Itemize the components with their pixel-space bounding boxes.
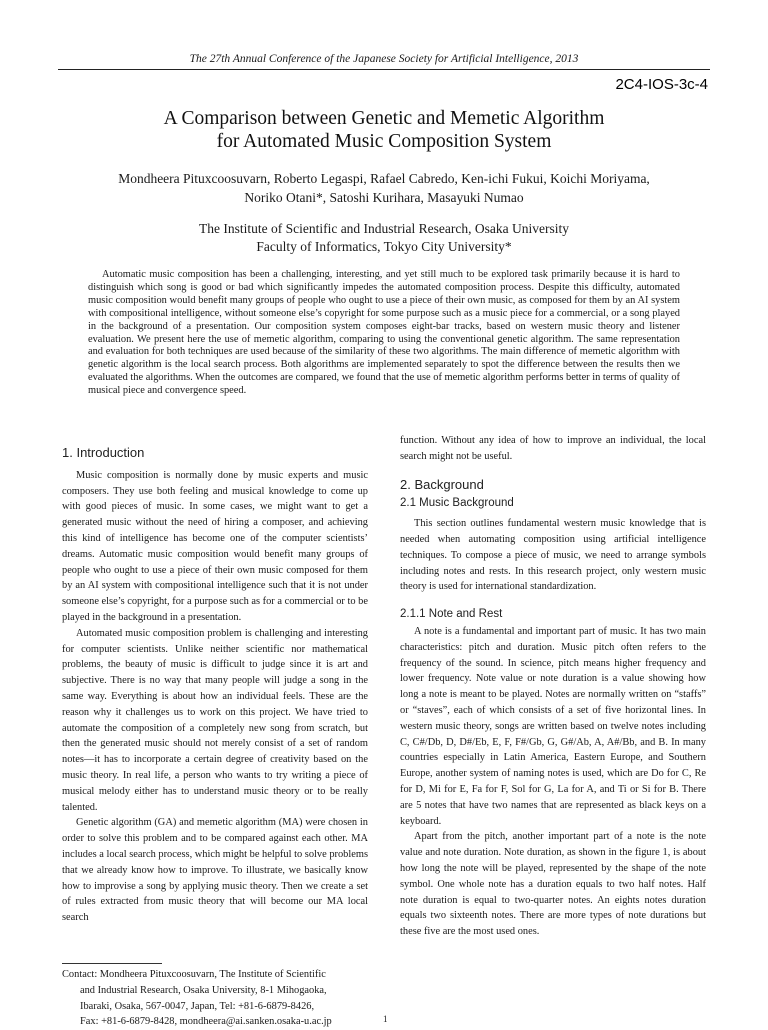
- authors-line-1: Mondheera Pituxcoosuvarn, Roberto Legaspi, Rafael Cabredo, Ken-ichi Fukui, Koichi Moriyama,: [118, 171, 650, 186]
- page-number: 1: [383, 1014, 388, 1024]
- left-column: [62, 445, 368, 926]
- section-1-title: 1. Introduction: [62, 445, 145, 460]
- subsection-2-1-title: 2.1 Music Background: [400, 497, 514, 510]
- section-2-title: 2. Background: [400, 476, 484, 492]
- footnote-line-1: Contact: Mondheera Pituxcoosuvarn, The Institute of Scientific: [62, 969, 326, 980]
- affiliations: [0, 220, 768, 256]
- background-paragraph-1: This section outlines fundamental western music knowledge that is needed when automating composition using artificial intelligence techniques. To compose a piece of music, we need to arrange symbols including notes and rests. In this research project, only western music theory is used for international standardization.: [400, 518, 706, 593]
- intro-continuation: function. Without any idea of how to improve an individual, the local search might not be useful.: [400, 435, 706, 462]
- affiliation-1: The Institute of Scientific and Industrial Research, Osaka University: [198, 221, 570, 236]
- footnote-rule: [62, 963, 162, 964]
- abstract: Automatic music composition has been a challenging, interesting, and yet still much to be explored task primarily because it is hard to distinguish which song is good or bad which significantly impedes the automated composition process. Despite this difficulty, automated music composition would benefit many groups of people who ought to use a piece of their own music, as composed for them by an AI system with compositional intelligence, without someone else’s copyright for some purpose such as a music piece for a commercial, or a song played in the background of a presentation. Our composition system composes eight-bar tracks, based on western music theory and listener evaluation. We present here the use of memetic algorithm, comparing to using the conventional genetic algorithm. The same representation and evaluation for both techniques are used because of the similarity of these two algorithms. The main difference of memetic algorithm with genetic algorithm is the local search process. Both algorithms are implemented separately to spot the difference between the results then we evaluated the algorithms. When the outcomes are compared, we found that the use of memetic algorithm performs better in terms of quality of musical piece and convergence speed.: [88, 269, 680, 397]
- conference-header: The 27th Annual Conference of the Japanese Society for Artificial Intelligence, 2013: [189, 53, 579, 65]
- footnote-line-2: and Industrial Research, Osaka University, 8-1 Mihogaoka,: [80, 984, 327, 996]
- header-rule: [58, 69, 710, 70]
- right-column: [400, 433, 706, 940]
- authors-line-2: Noriko Otani*, Satoshi Kurihara, Masayuki Numao: [244, 189, 524, 205]
- paper-code: 2C4-IOS-3c-4: [615, 76, 708, 93]
- intro-paragraph-1: Music composition is normally done by music experts and music composers. They use both feeling and musical knowledge to come up with good pieces of music. In some cases, we might want to get a generated music without the need of hiring a composer, and achieving this kind of intelligence has become one of the computer scientists’ dreams. Automatic music composition would benefit many groups of people who ought to use a piece of their own music composed for them by an AI system with compositional intelligence such that it is not under someone else’s copyright, for a purpose such as for a commercial or to be played in the background in a presentation.: [62, 469, 368, 623]
- contact-footnote: [62, 967, 368, 1030]
- intro-paragraph-2: Automated music composition problem is challenging and interesting for computer scientists. Unlike neither scientific nor mathematical problems, the beauty of music is difficult to judge since it is art and subjective. There is no way that many people will judge a song in the same way. Everything is about how an individual feels. These are the reason why it challenges us to work on this project. We have tried to automate the composition of a completely new song from scratch, but then the generated music should not merely consist of a set of random notes—it has to incorporate a certain degree of creativity based on the music theory. In real life, a person who wants to try writing a piece of musical melody either has to understand music theory or to be really talented.: [62, 627, 368, 813]
- affiliation-2: Faculty of Informatics, Tokyo City University*: [256, 239, 512, 254]
- footnote-line-3: Ibaraki, Osaka, 567-0047, Japan, Tel: +81-6-6879-8426,: [80, 1000, 315, 1012]
- note-paragraph-2: Apart from the pitch, another important part of a note is the note value and note duration. Note duration, as shown in the figure 1, is about how long the note will be played, represented by the shape of the note symbol. One whole note has a duration equals to two half notes. Half note duration is equal to two-quarter notes. An eights notes duration equals two sixteenth notes. There are more types of note durations but these five are the most used ones.: [400, 831, 706, 938]
- subsection-2-1-1-title: 2.1.1 Note and Rest: [400, 608, 503, 621]
- note-paragraph-1: A note is a fundamental and important part of music. It has two main characteristics: pitch and duration. Music pitch often refers to the frequency of the sound. In science, pitch means higher frequency and lower frequency. Note value or note duration is a value showing how long a note is meant to be played. Notes are normally written on “staffs” or “staves”, each of which consists of a set of five horizontal lines. In western music theory, songs are written based on twelve notes including C, C#/Db, D, D#/Eb, E, F, F#/Gb, G, G#/Ab, A, A#/Bb, and B. In many countries especially in Latin America, Eastern Europe, and Southern Europe, another system of naming notes is used, which are Do for C, Re for D, Mi for E, Fa for F, Sol for G, La for A, and Ti or Si for B. There are 5 notes that have two names that are represented as black keys on a keyboard.: [400, 625, 706, 827]
- title-line-1: A Comparison between Genetic and Memetic Algorithm: [163, 108, 605, 129]
- footnote-line-4: Fax: +81-6-6879-8428, mondheera@ai.sanken.osaka-u.ac.jp: [80, 1016, 332, 1028]
- intro-paragraph-3: Genetic algorithm (GA) and memetic algorithm (MA) were chosen in order to solve this problem and to be compared against each other. MA includes a local search process, which might be helpful to solve problems that we already know how to improve. To illustrate, we basically know how to improvise a song by applying music theory. Then we create a set of rules extracted from music theory that will become our MA local search: [62, 817, 368, 924]
- title-line-2: for Automated Music Composition System: [216, 131, 552, 152]
- paper-title: [0, 107, 768, 153]
- author-list: [70, 170, 698, 207]
